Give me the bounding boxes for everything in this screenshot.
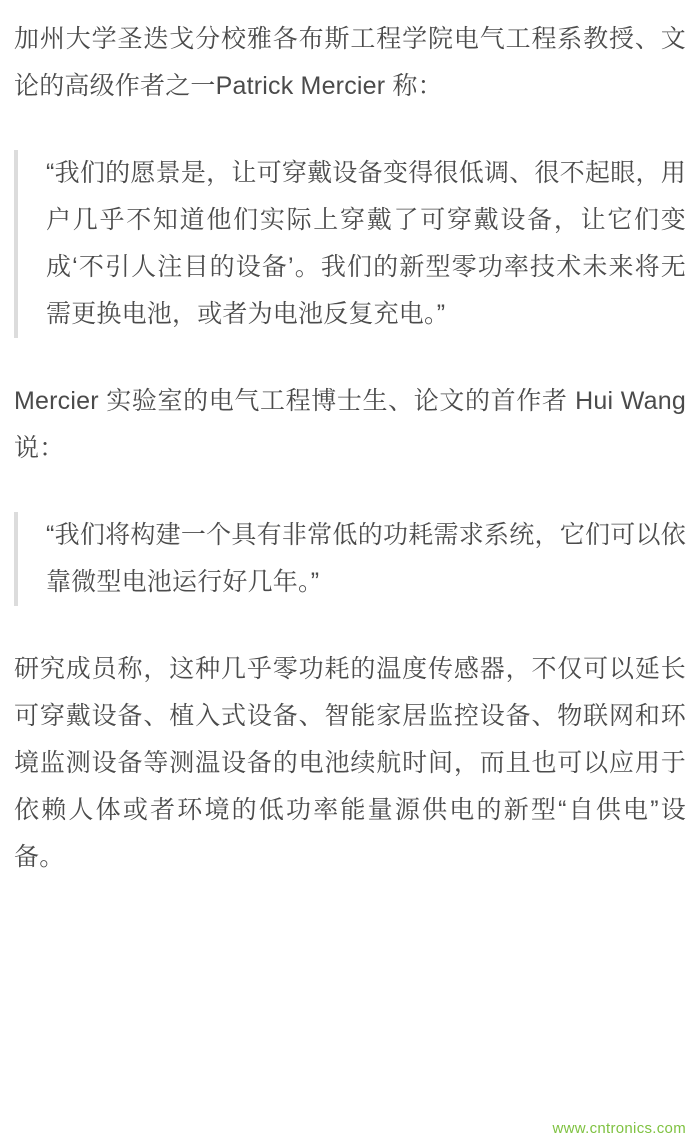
site-watermark: www.cntronics.com: [552, 1120, 686, 1137]
paragraph-conclusion: 研究成员称，这种几乎零功耗的温度传感器，不仅可以延长可穿戴设备、植入式设备、智能家居监控设备、物联网和环境监测设备等测温设备的电池续航时间，而且也可以应用于依赖人体或者环境的低功率能量源供电的新型“自供电”设备。: [14, 655, 686, 871]
paragraph-attribution-wang: Mercier 实验室的电气工程博士生、论文的首作者 Hui Wang 说：: [14, 387, 686, 462]
blockquote-wang: [14, 512, 686, 606]
paragraph-intro: 加州大学圣迭戈分校雅各布斯工程学院电气工程系教授、文论的高级作者之一Patrick Mercier 称：: [14, 25, 686, 100]
blockquote-mercier: [14, 150, 686, 338]
blockquote-wang-text: “我们将构建一个具有非常低的功耗需求系统，它们可以依靠微型电池运行好几年。”: [46, 521, 686, 596]
blockquote-mercier-text: “我们的愿景是，让可穿戴设备变得很低调、很不起眼，用户几乎不知道他们实际上穿戴了可穿戴设备，让它们变成‘不引人注目的设备’。我们的新型零功率技术未来将无需更换电池，或者为电池反复充电。”: [46, 159, 686, 328]
